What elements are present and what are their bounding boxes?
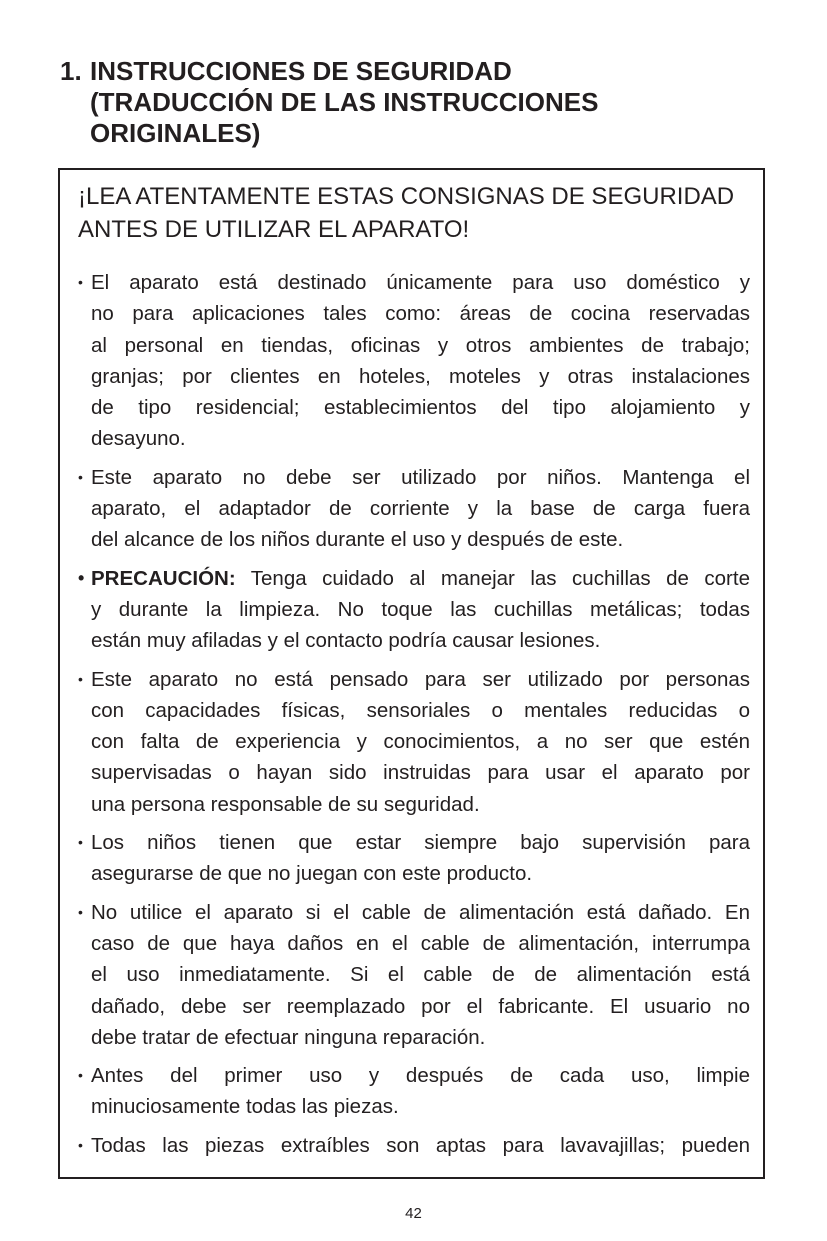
instruction-item [78, 1060, 750, 1123]
instruction-line: aparato, el adaptador de corriente y la base de carga fuera [91, 497, 750, 521]
instruction-text [91, 827, 750, 890]
instruction-line: y durante la limpieza. No toque las cuchillas metálicas; todas [91, 597, 750, 621]
instruction-text [91, 462, 750, 556]
instruction-line: debe tratar de efectuar ninguna reparación. [91, 1025, 486, 1049]
instruction-line: una persona responsable de su seguridad. [91, 792, 480, 816]
instruction-text [91, 267, 750, 455]
section-title-line: (TRADUCCIÓN DE LAS INSTRUCCIONES [90, 87, 599, 117]
instruction-line: con falta de experiencia y conocimientos, a no ser que estén [91, 730, 750, 754]
instruction-item [78, 827, 750, 890]
instruction-item [78, 563, 750, 657]
instruction-line: del alcance de los niños durante el uso y después de este. [91, 528, 624, 552]
instruction-line: de tipo residencial; establecimientos del tipo alojamiento y [91, 396, 750, 420]
instruction-text [91, 563, 750, 657]
instruction-item [78, 267, 750, 455]
instruction-line: Todas las piezas extraíbles son aptas para lavavajillas; pueden [91, 1133, 750, 1157]
bullet-icon: • [78, 903, 83, 920]
warning-title-line: ANTES DE UTILIZAR EL APARATO! [78, 216, 470, 243]
bullet-icon: • [78, 1136, 83, 1153]
warning-title-line: ¡LEA ATENTAMENTE ESTAS CONSIGNAS DE SEGURIDAD [78, 183, 735, 210]
instruction-line: al personal en tiendas, oficinas y otros ambientes de trabajo; [91, 333, 750, 357]
section-number: 1. [60, 56, 82, 86]
instruction-line: El aparato está destinado únicamente para uso doméstico y [91, 271, 750, 294]
instruction-line: supervisadas o hayan sido instruidas para usar el aparato por [91, 761, 750, 785]
instruction-list [78, 267, 750, 1168]
instruction-item [78, 462, 750, 556]
bullet-icon: • [78, 1067, 83, 1084]
instruction-item [78, 897, 750, 1053]
instruction-text [91, 1130, 750, 1161]
instruction-text [91, 897, 750, 1053]
instruction-line: Antes del primer uso y después de cada uso, limpie [91, 1064, 750, 1088]
instruction-line: granjas; por clientes en hoteles, moteles y otras instalaciones [91, 364, 750, 388]
bullet-icon: • [78, 670, 83, 687]
page-number: 42 [405, 1205, 422, 1222]
instruction-text [91, 1060, 750, 1123]
caution-label: PRECAUCIÓN: [91, 566, 236, 590]
instruction-line: minuciosamente todas las piezas. [91, 1095, 399, 1119]
instruction-line: están muy afiladas y el contacto podría causar lesiones. [91, 629, 601, 653]
instruction-line: con capacidades físicas, sensoriales o mentales reducidas o [91, 698, 750, 722]
safety-instructions-box [58, 168, 765, 1179]
instruction-line: asegurarse de que no juegan con este producto. [91, 862, 533, 886]
instruction-line: Este aparato no debe ser utilizado por niños. Mantenga el [91, 465, 750, 489]
section-title-line: INSTRUCCIONES DE SEGURIDAD [90, 56, 512, 86]
bullet-icon: • [78, 468, 83, 485]
warning-title [78, 180, 734, 246]
instruction-item [78, 664, 750, 820]
caution-text: Tenga cuidado al manejar las cuchillas de corte [250, 566, 750, 590]
instruction-line [91, 563, 750, 594]
section-title-line: ORIGINALES) [90, 118, 261, 148]
instruction-text [91, 664, 750, 820]
section-heading [60, 56, 780, 149]
instruction-line: caso de que haya daños en el cable de alimentación, interrumpa [91, 931, 750, 955]
bullet-icon: • [78, 567, 85, 588]
section-title [90, 56, 598, 149]
bullet-icon: • [78, 274, 83, 290]
instruction-line: Los niños tienen que estar siempre bajo supervisión para [91, 831, 750, 855]
bullet-icon: • [78, 834, 83, 851]
instruction-line: Este aparato no está pensado para ser utilizado por personas [91, 667, 750, 691]
instruction-line: No utilice el aparato si el cable de alimentación está dañado. En [91, 900, 750, 924]
instruction-line: el uso inmediatamente. Si el cable de de alimentación está [91, 963, 750, 987]
instruction-item [78, 1130, 750, 1161]
instruction-line: desayuno. [91, 427, 186, 451]
instruction-line: no para aplicaciones tales como: áreas de cocina reservadas [91, 302, 750, 326]
instruction-line: dañado, debe ser reemplazado por el fabricante. El usuario no [91, 994, 750, 1018]
